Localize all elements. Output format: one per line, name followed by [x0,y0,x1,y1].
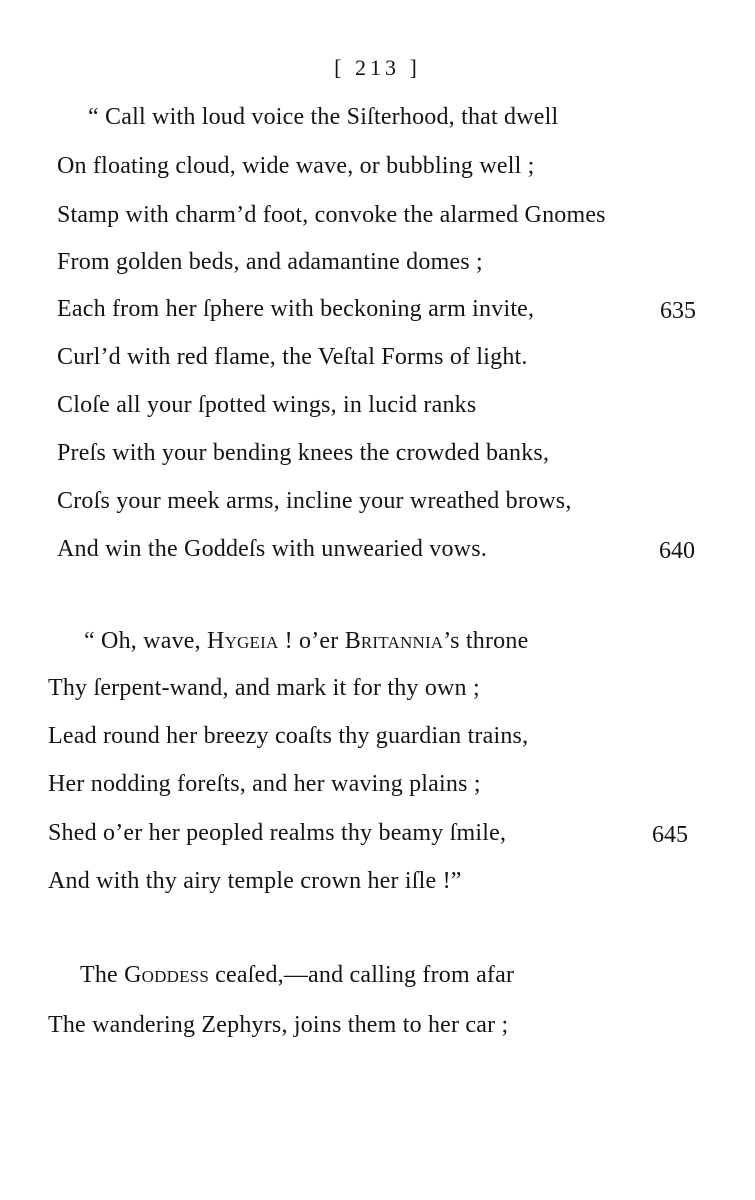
poem-line: Each from her ſphere with beckoning arm invite, [57,296,535,322]
poem-line: On floating cloud, wide wave, or bubbling well ; [57,153,535,179]
poem-line: Curl’d with red flame, the Veſtal Forms of light. [57,344,528,370]
text-run: ’s throne [443,628,529,654]
poem-line: Her nodding foreſts, and her waving plains ; [48,771,481,797]
line-number: 635 [660,298,696,324]
text-run: The [80,962,125,988]
line-number: 645 [652,822,688,848]
name-hygeia: Hygeia [207,628,279,654]
line-number: 640 [659,538,695,564]
poem-line: Preſs with your bending knees the crowded banks, [57,440,550,466]
poem-line: From golden beds, and adamantine domes ; [57,249,483,275]
poem-line [80,962,514,989]
poem-line: Cloſe all your ſpotted wings, in lucid ranks [57,392,477,418]
name-britannia: Britannia [344,628,444,654]
poem-line: Croſs your meek arms, incline your wreathed brows, [57,488,572,514]
poem-line: Thy ſerpent-wand, and mark it for thy own ; [48,675,480,701]
name-goddess: Goddess [124,962,209,988]
poem-line: And with thy airy temple crown her iſle !” [48,868,462,894]
page-number: [ 213 ] [334,55,421,80]
poem-line [84,628,528,655]
poem-line: Shed o’er her peopled realms thy beamy ſmile, [48,820,507,846]
poem-line: Lead round her breezy coaſts thy guardian trains, [48,723,529,749]
text-run: ! o’er [278,628,345,654]
text-run: ceaſed,—and calling from afar [208,962,515,988]
text-run: “ Oh, wave, [84,628,208,654]
poem-line: Stamp with charm’d foot, convoke the alarmed Gnomes [57,202,606,228]
bleed-through-text [546,100,755,660]
poem-line: The wandering Zephyrs, joins them to her car ; [48,1012,509,1038]
poem-line: And win the Goddeſs with unwearied vows. [57,536,487,562]
poem-line: “ Call with loud voice the Siſterhood, that dwell [88,104,559,130]
